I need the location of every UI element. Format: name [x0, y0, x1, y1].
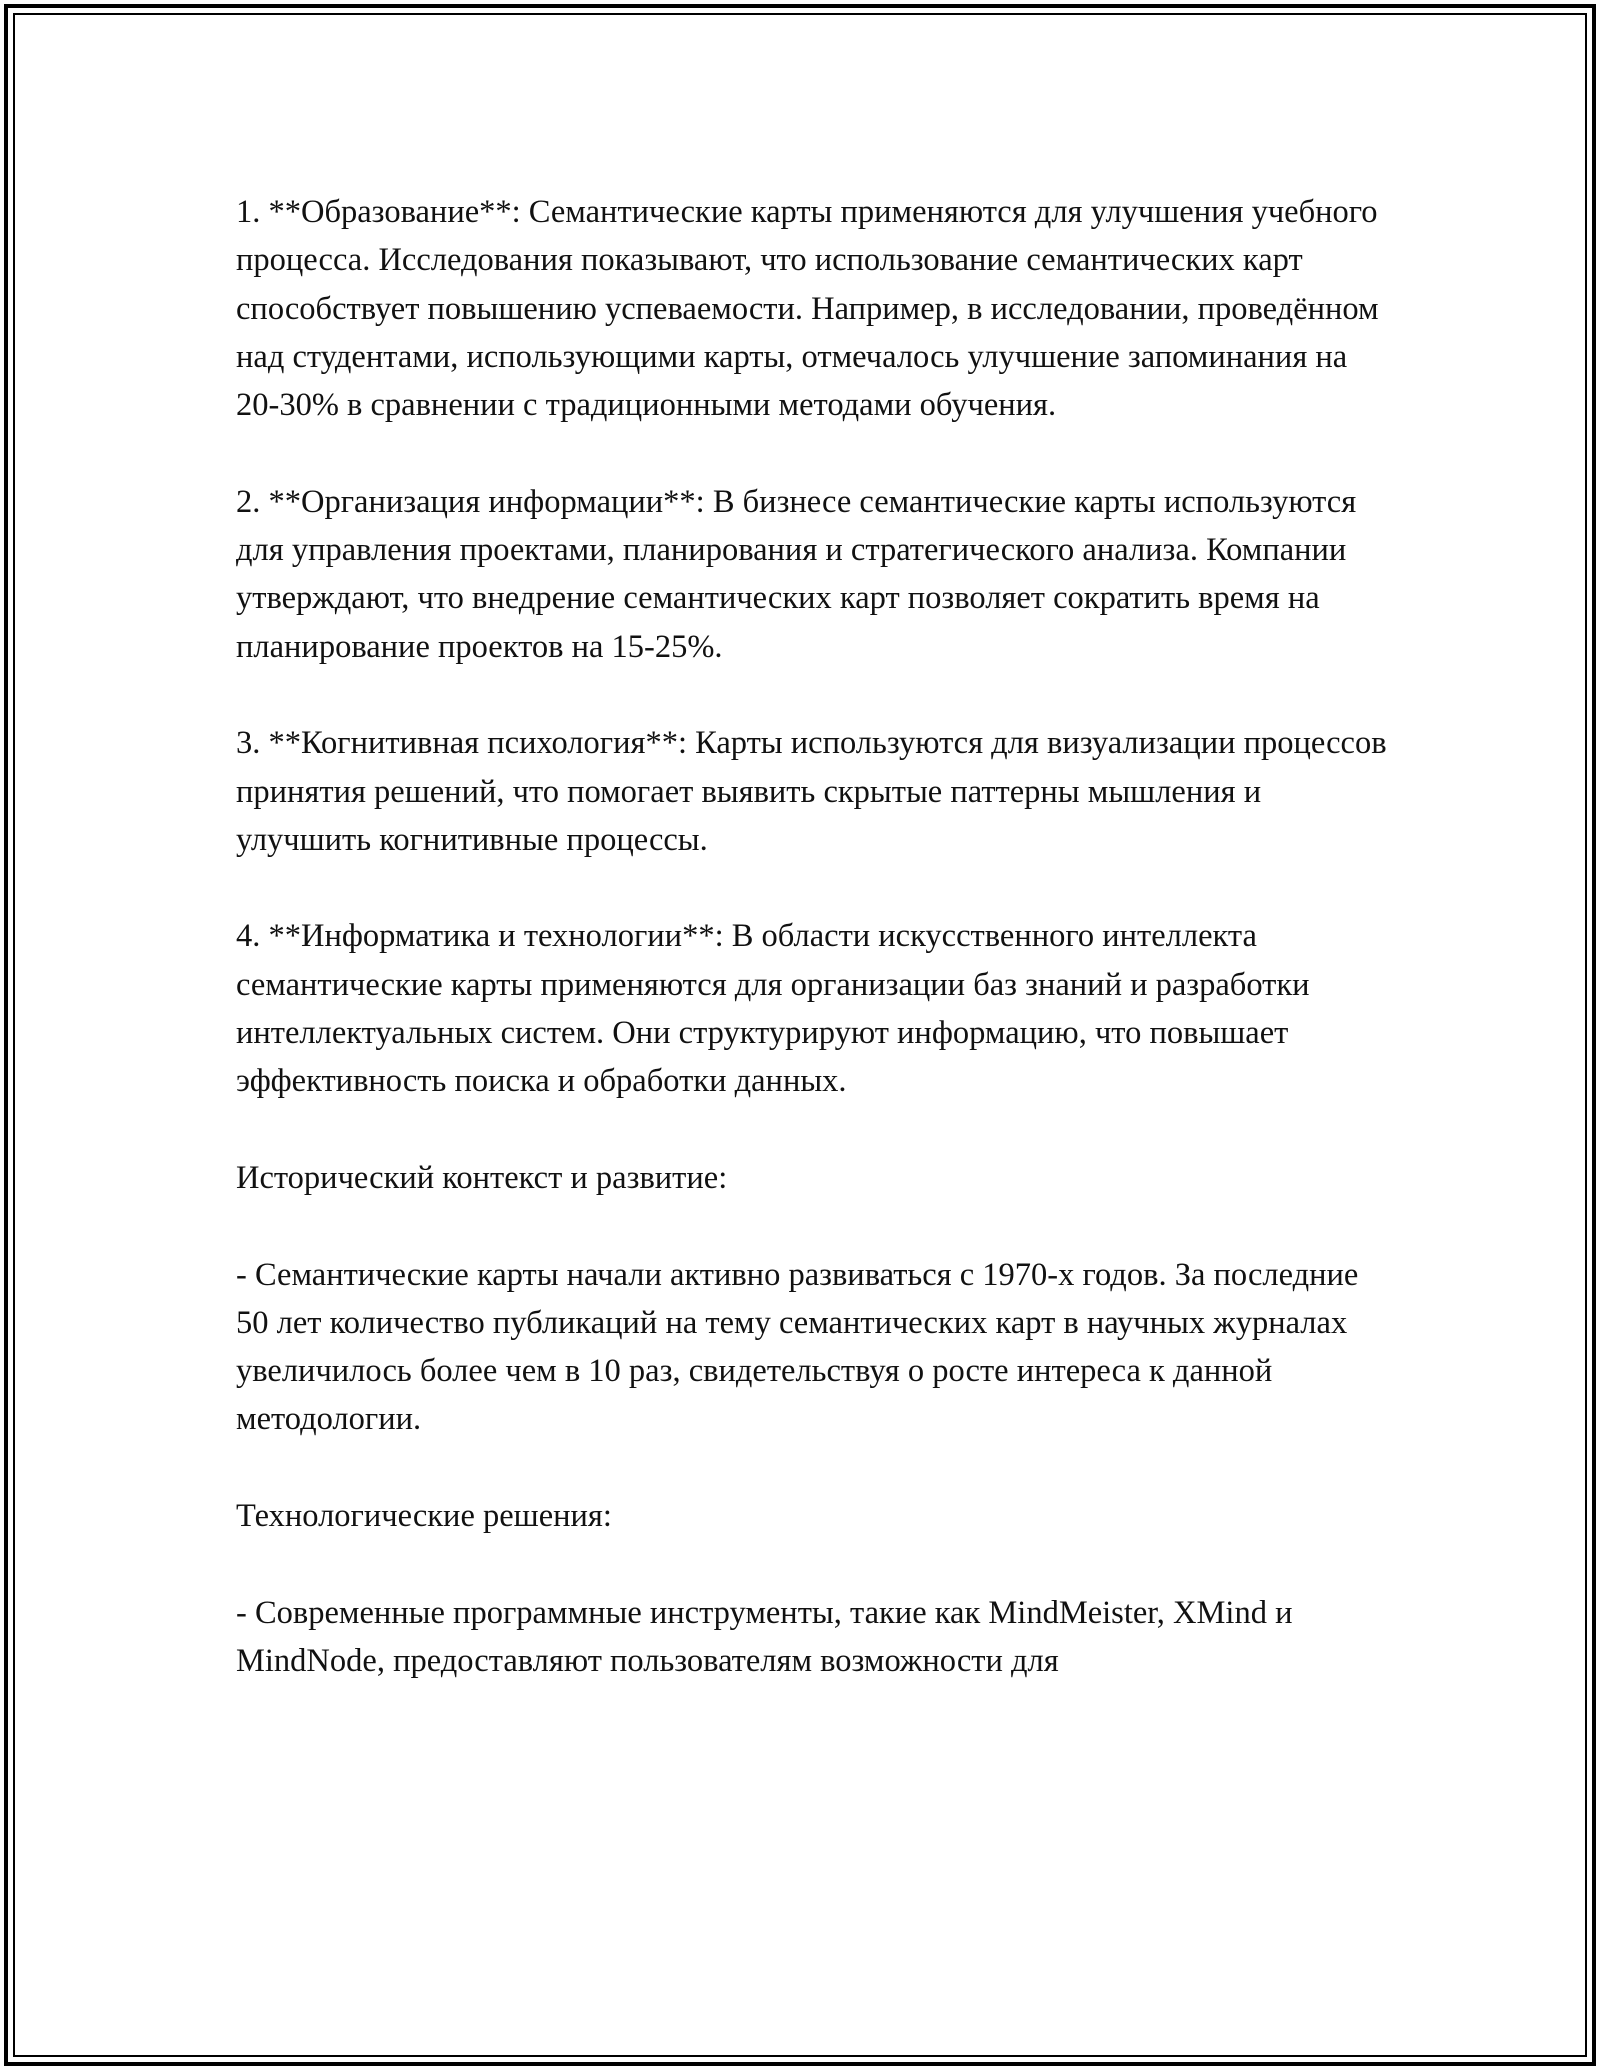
- paragraph-education: 1. **Образование**: Семантические карты применяются для улучшения учебного процесса. Исследования показывают, что использование семантических карт способствует повышению успеваемости. Например, в исследовании, проведённом над студентами, использующими карты, отмечалось улучшение запоминания на 20-30% в сравнении с традиционными методами обучения.: [236, 194, 1379, 424]
- heading-historical-context: Исторический контекст и развитие:: [236, 1159, 728, 1196]
- paragraph-information-organization: 2. **Организация информации**: В бизнесе семантические карты используются для управления проектами, планирования и стратегического анализа. Компании утверждают, что внедрение семантических карт позволяет сократить время на планирование проектов на 15-25%.: [236, 483, 1357, 665]
- paragraph-software-tools: - Современные программные инструменты, такие как MindMeister, XMind и MindNode, предоставляют пользователям возможности для: [236, 1594, 1293, 1679]
- paragraph-cognitive-psychology: 3. **Когнитивная психология**: Карты используются для визуализации процессов принятия решений, что помогает выявить скрытые паттерны мышления и улучшить когнитивные процессы.: [236, 725, 1387, 858]
- document-body: [236, 188, 1396, 1685]
- paragraph-informatics-technology: 4. **Информатика и технологии**: В области искусственного интеллекта семантические карты применяются для организации баз знаний и разработки интеллектуальных систем. Они структурируют информацию, что повышает эффективность поиска и обработки данных.: [236, 918, 1310, 1100]
- heading-technology-solutions: Технологические решения:: [236, 1498, 612, 1535]
- paragraph-historical-development: - Семантические карты начали активно развиваться с 1970-х годов. За последние 50 лет количество публикаций на тему семантических карт в научных журналах увеличилось более чем в 10 раз, свидетельствуя о росте интереса к данной методологии.: [236, 1256, 1359, 1438]
